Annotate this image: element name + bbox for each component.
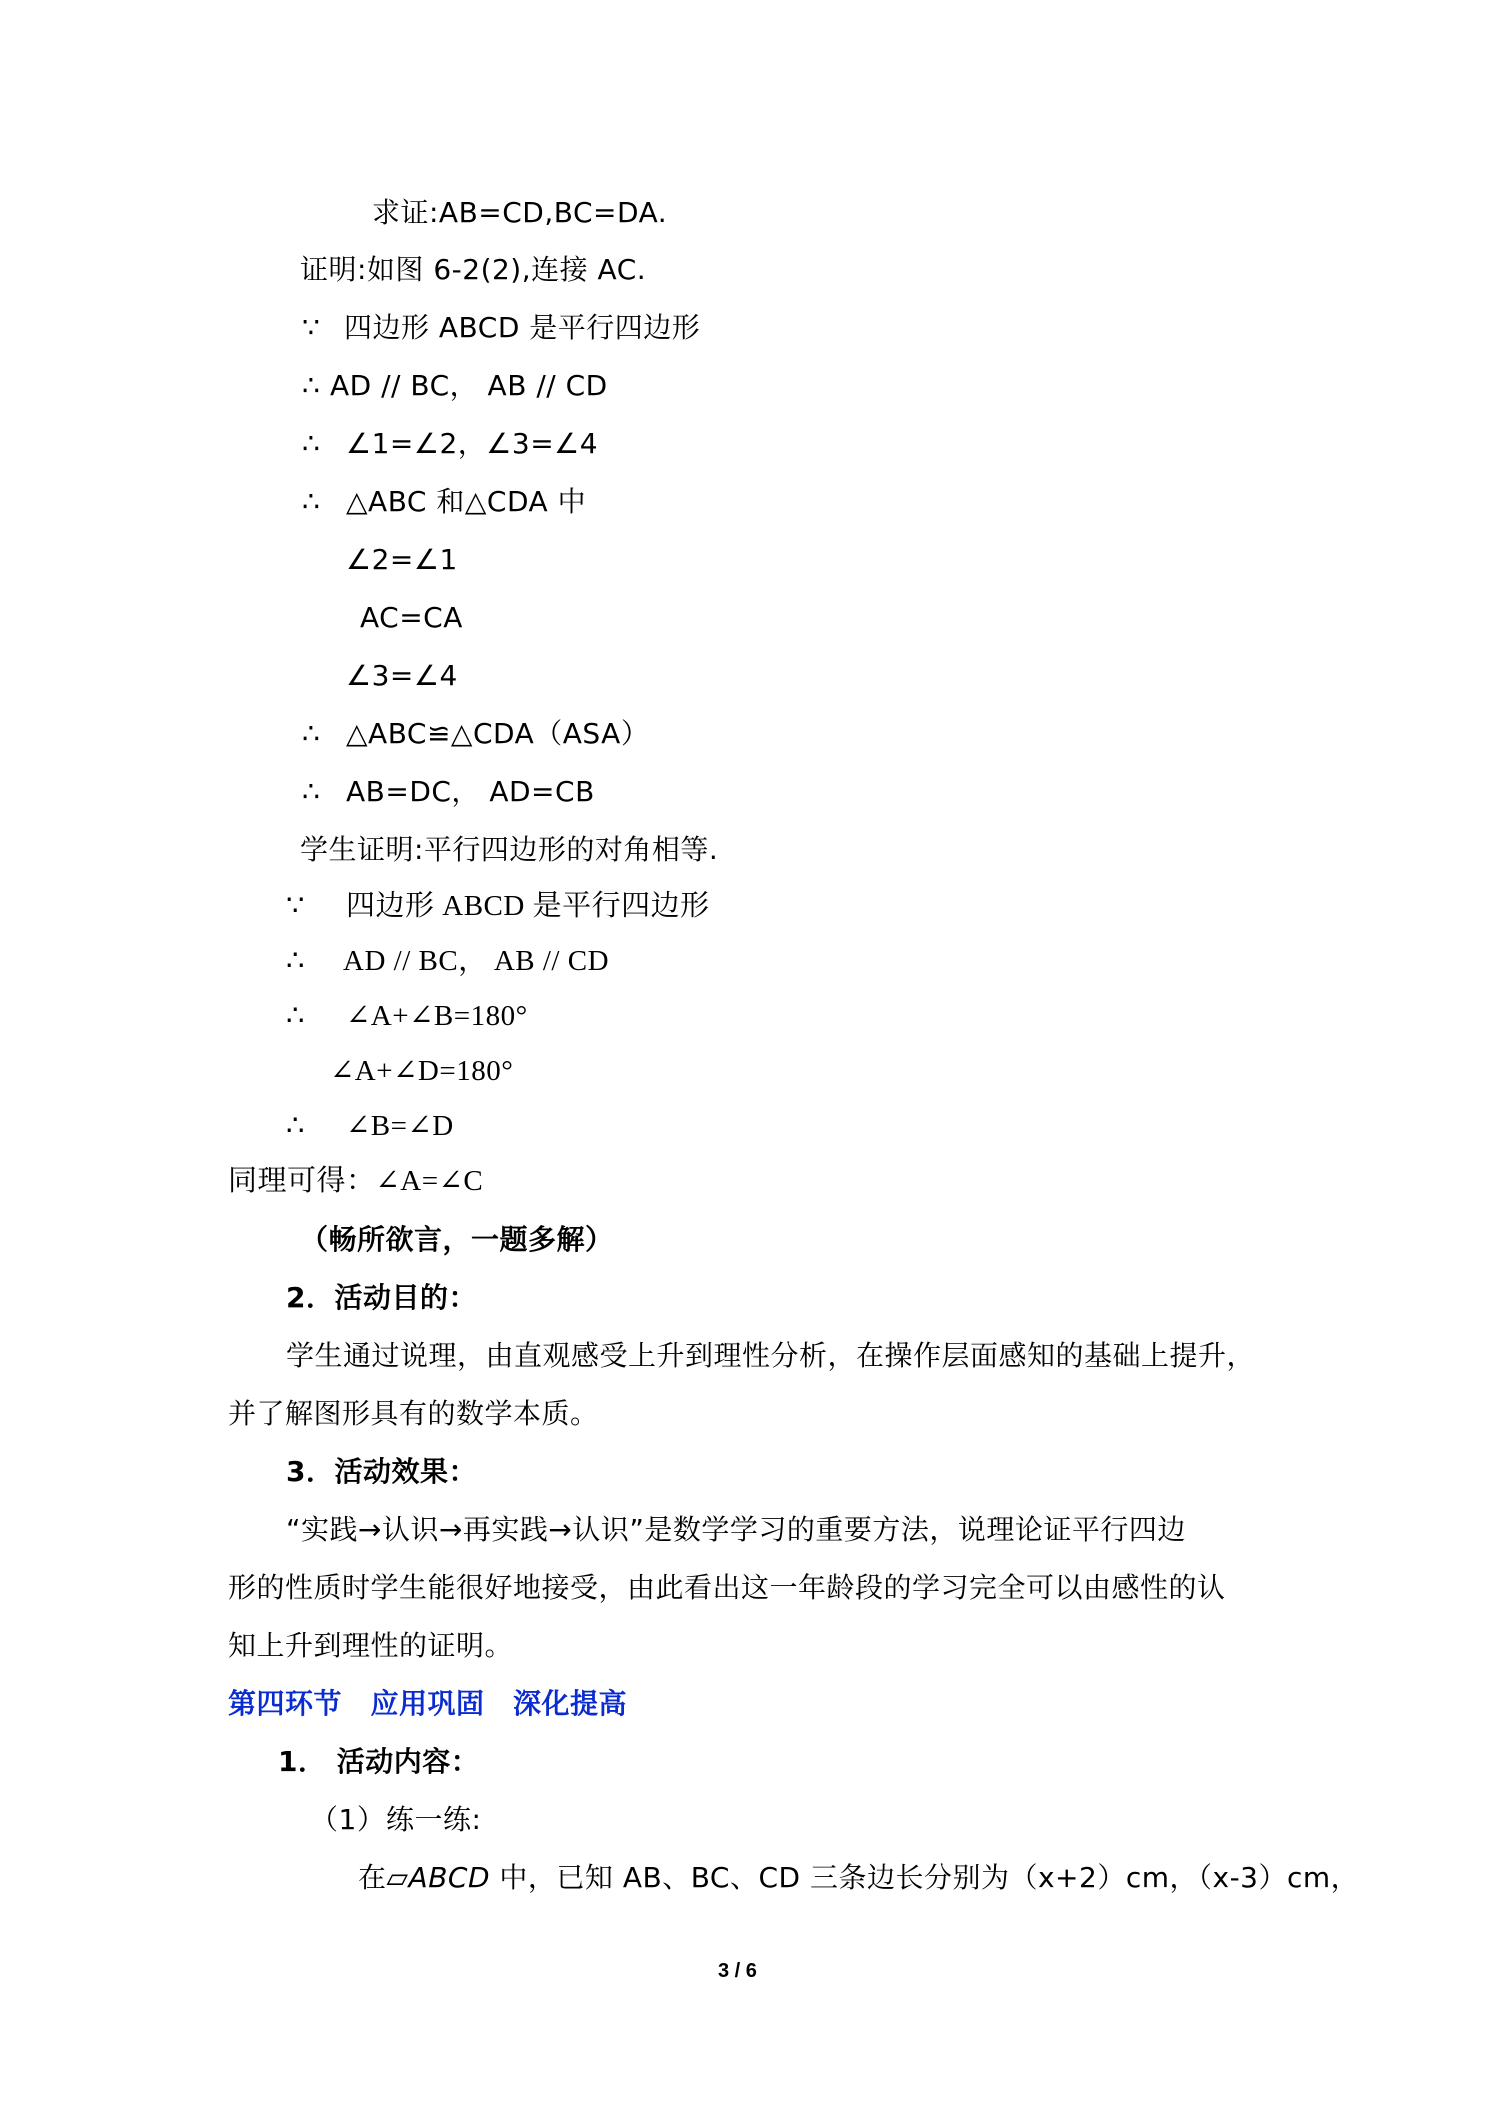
step-text: 四边形 ABCD 是平行四边形 — [346, 890, 710, 922]
condition-line: ∠2=∠1 — [346, 543, 458, 576]
parallelogram-label: ▱ABCD — [386, 1861, 491, 1894]
step-text: ∠1=∠2，∠3=∠4 — [346, 427, 599, 460]
exercise-text-prefix: 在 — [358, 1861, 387, 1894]
proof-step — [286, 886, 710, 926]
therefore-symbol: ∴ — [286, 1110, 305, 1142]
step-text: AD // BC， AB // CD — [330, 369, 608, 402]
paragraph-line: 知上升到理性的证明。 — [228, 1629, 514, 1662]
therefore-symbol: ∴ — [302, 427, 321, 460]
therefore-symbol: ∴ — [302, 369, 321, 402]
exercise-text-body: 中，已知 AB、BC、CD 三条边长分别为（x+2）cm，（x-3）cm， — [490, 1861, 1360, 1894]
condition-line: ∠A+∠D=180° — [330, 1055, 514, 1087]
therefore-symbol: ∴ — [286, 945, 305, 977]
proof-step — [302, 714, 649, 754]
proof-step — [286, 1106, 454, 1146]
exercise-number: （1） — [310, 1803, 386, 1836]
because-symbol: ∵ — [286, 890, 305, 922]
exercise-text — [358, 1858, 1359, 1898]
similar-conclusion: 同理可得：∠A=∠C — [228, 1165, 484, 1197]
therefore-symbol: ∴ — [286, 1000, 305, 1032]
therefore-symbol: ∴ — [302, 775, 321, 808]
step-text: ∠B=∠D — [346, 1110, 454, 1142]
student-proof-heading: 学生证明:平行四边形的对角相等. — [300, 833, 719, 866]
step-text: AB=DC， AD=CB — [346, 775, 595, 808]
proof-step — [302, 482, 586, 522]
step-text: AD // BC， AB // CD — [343, 945, 610, 977]
condition-line: ∠3=∠4 — [346, 659, 458, 692]
because-symbol: ∵ — [302, 311, 321, 344]
paragraph-line: 并了解图形具有的数学本质。 — [228, 1397, 599, 1430]
condition-line: AC=CA — [360, 601, 463, 634]
exercise-title: 练一练: — [386, 1803, 482, 1836]
proof-step — [302, 366, 608, 406]
paragraph-line: 形的性质时学生能很好地接受，由此看出这一年龄段的学习完全可以由感性的认 — [228, 1571, 1226, 1604]
step-text: 四边形 ABCD 是平行四边形 — [344, 311, 701, 344]
step-text: △ABC≌△CDA（ASA） — [346, 717, 650, 750]
therefore-symbol: ∴ — [302, 485, 321, 518]
activity-effect-heading: 3．活动效果： — [286, 1455, 477, 1488]
section-heading: 第四环节 应用巩固 深化提高 — [228, 1687, 628, 1720]
prove-statement: 求证:AB=CD,BC=DA. — [372, 196, 668, 229]
proof-intro: 证明:如图 6-2(2),连接 AC. — [300, 253, 647, 286]
paragraph-line: “实践→认识→再实践→认识”是数学学习的重要方法，说理论证平行四边 — [286, 1513, 1186, 1546]
multiple-solutions-note: （畅所欲言，一题多解） — [300, 1223, 614, 1256]
exercise-label — [310, 1800, 481, 1840]
therefore-symbol: ∴ — [302, 717, 321, 750]
proof-step — [302, 308, 700, 348]
step-text: ∠A+∠B=180° — [346, 1000, 528, 1032]
proof-step — [286, 941, 609, 981]
proof-step — [302, 772, 595, 812]
page-number: 3 / 6 — [718, 1960, 757, 1982]
proof-step — [302, 424, 598, 464]
proof-step — [286, 996, 528, 1036]
step-text: △ABC 和△CDA 中 — [346, 485, 587, 518]
paragraph-line: 学生通过说理，由直观感受上升到理性分析，在操作层面感知的基础上提升， — [286, 1339, 1256, 1372]
activity-content-heading: 1． 活动内容： — [278, 1745, 480, 1778]
activity-purpose-heading: 2．活动目的： — [286, 1281, 477, 1314]
